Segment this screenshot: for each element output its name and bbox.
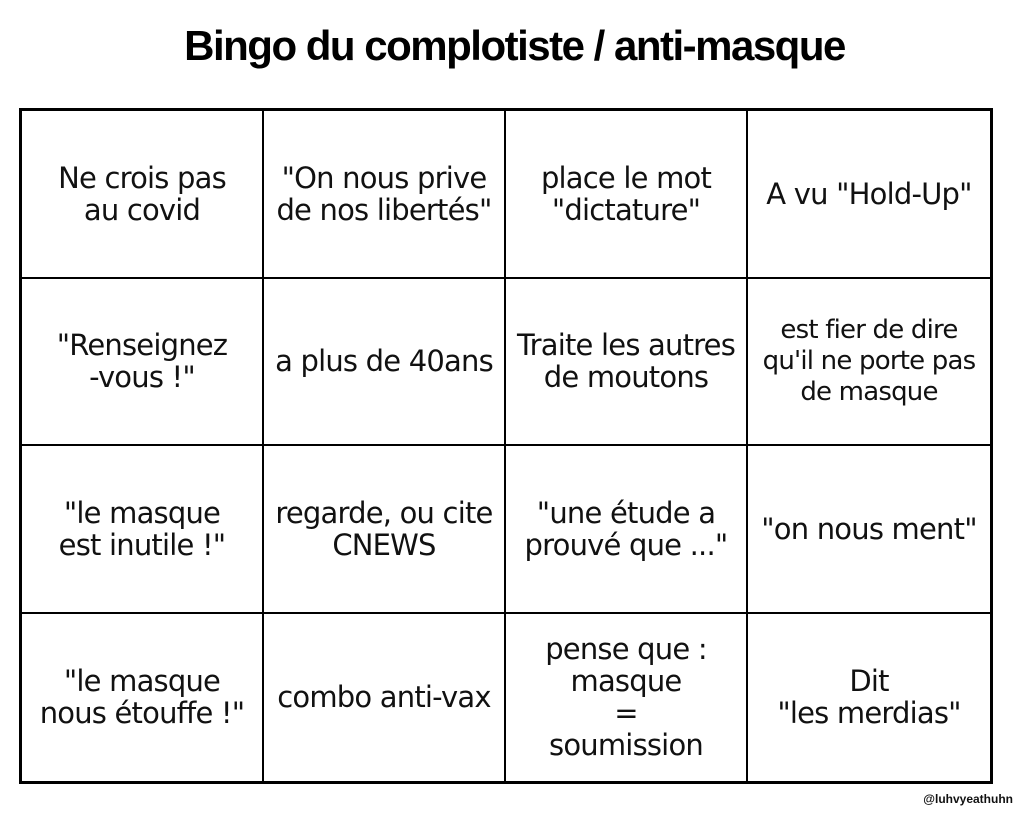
bingo-cell-11: "une étude a prouvé que ..." — [506, 446, 748, 614]
author-credit: @luhvyeathuhn — [923, 792, 1013, 806]
bingo-grid — [19, 108, 993, 784]
bingo-cell-7: Traite les autres de moutons — [506, 279, 748, 447]
bingo-cell-13: "le masque nous étouffe !" — [22, 614, 264, 782]
bingo-cell-10: regarde, ou cite CNEWS — [264, 446, 506, 614]
bingo-cell-4: A vu "Hold-Up" — [748, 111, 990, 279]
page-title: Bingo du complotiste / anti-masque — [184, 22, 845, 69]
bingo-cell-1: Ne crois pas au covid — [22, 111, 264, 279]
bingo-cell-3: place le mot "dictature" — [506, 111, 748, 279]
bingo-cell-12: "on nous ment" — [748, 446, 990, 614]
bingo-cell-5: "Renseignez -vous !" — [22, 279, 264, 447]
bingo-cell-8: est fier de dire qu'il ne porte pas de masque — [748, 279, 990, 447]
bingo-cell-2: "On nous prive de nos libertés" — [264, 111, 506, 279]
bingo-cell-14: combo anti-vax — [264, 614, 506, 782]
bingo-cell-16: Dit "les merdias" — [777, 664, 961, 731]
bingo-cell-15: pense que : masque = soumission — [506, 614, 748, 782]
bingo-cell-9: "le masque est inutile !" — [22, 446, 264, 614]
bingo-cell-6: a plus de 40ans — [264, 279, 506, 447]
